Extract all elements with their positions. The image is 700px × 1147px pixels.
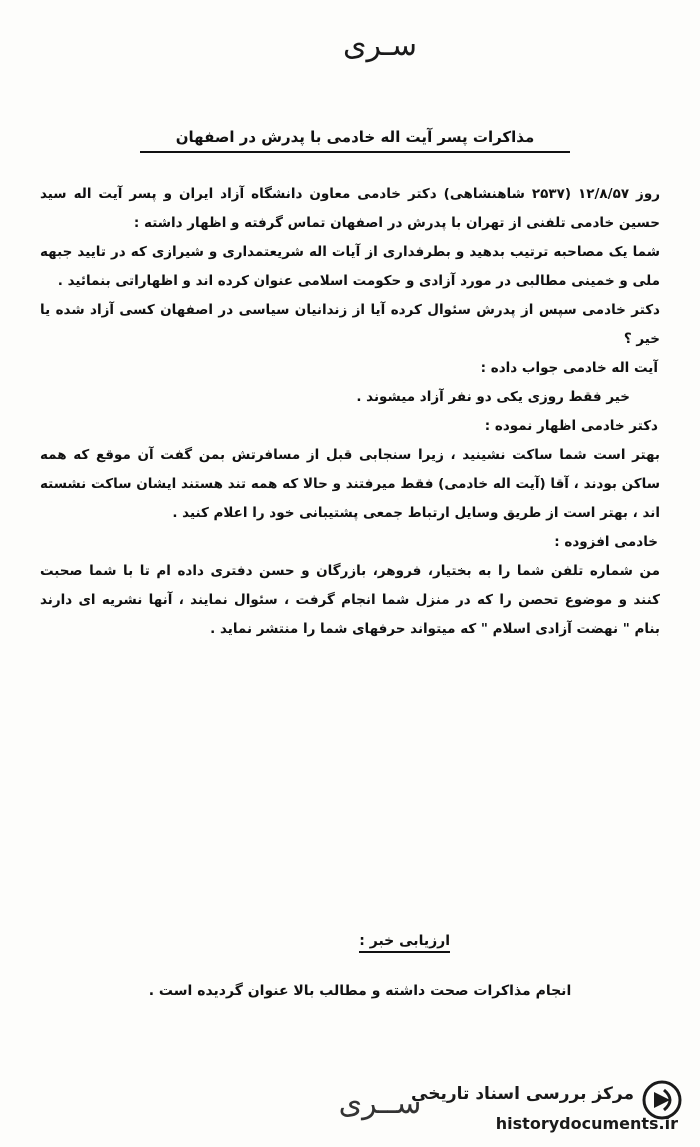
document-title: مذاکرات پسر آیت اله خادمی با پدرش در اصفهان	[140, 128, 570, 153]
archive-name: مرکز بررسی اسناد تاریخی	[411, 1084, 634, 1104]
archive-url: historydocuments.ir	[495, 1114, 678, 1133]
speaker-label-doctor: دکتر خادمی اظهار نموده :	[484, 418, 658, 434]
paragraph-request: شما یک مصاحبه ترتیب بدهید و بطرفداری از آیات اله شریعتمداری و شیرازی که در تایید جبهه ملی و خمینی مطالبی در مورد آزادی و حکومت اسلامی عنوان کرده اند و اظهاراتی بنمائید .	[40, 244, 660, 289]
paragraph-question: دکتر خادمی سپس از پدرش سئوال کرده آیا از زندانیان سیاسی در اصفهان کسی آزاد شده یا خیر ؟	[40, 302, 660, 347]
speaker-label-ayatollah: آیت اله خادمی جواب داده :	[480, 360, 658, 376]
paragraph-intro: روز ۱۲/۸/۵۷ (۲۵۳۷ شاهنشاهی) دکتر خادمی معاون دانشگاه آزاد ایران و پسر آیت اله سید حسین خادمی تلفنی از تهران با پدرش در اصفهان تماس گرفته و اظهار داشته :	[40, 186, 660, 231]
paragraph-advice: بهتر است شما ساکت نشینید ، زیرا سنجابی قبل از مسافرتش بمن گفت آن موقع که همه ساکن بودند ، آقا (آیت اله خادمی) فقط میرفتند و حالا که همه تند هستند ایشان ساکت نشسته اند ، بهتر است از طریق وسایل ارتباط جمعی پشتیبانی خود را اعلام کنید .	[40, 447, 660, 521]
paragraph-contacts: من شماره تلفن شما را به بختیار، فروهر، بازرگان و حسن دفتری داده ام تا با شما صحبت کنند و موضوع تحصن را که در منزل شما انجام گرفت ، سئوال نمایند ، آنها نشریه ای دارند بنام " نهضت آزادی اسلام " که میتواند حرفهای شما را منتشر نماید .	[40, 563, 660, 637]
reply-quote: خیر فقط روزی یکی دو نفر آزاد میشوند .	[356, 389, 630, 405]
evaluation-label: ارزیابی خبر :	[359, 933, 450, 953]
archive-watermark	[411, 1078, 690, 1142]
document-body	[40, 180, 660, 644]
speaker-label-khademi: خادمی افزوده :	[554, 534, 658, 550]
evaluation-text: انجام مذاکرات صحت داشته و مطالب بالا عنوان گردیده است .	[148, 983, 572, 999]
classification-stamp-bottom: ســری	[338, 1086, 422, 1121]
classification-stamp-top: سـری	[343, 28, 417, 63]
evaluation-section	[60, 930, 660, 999]
